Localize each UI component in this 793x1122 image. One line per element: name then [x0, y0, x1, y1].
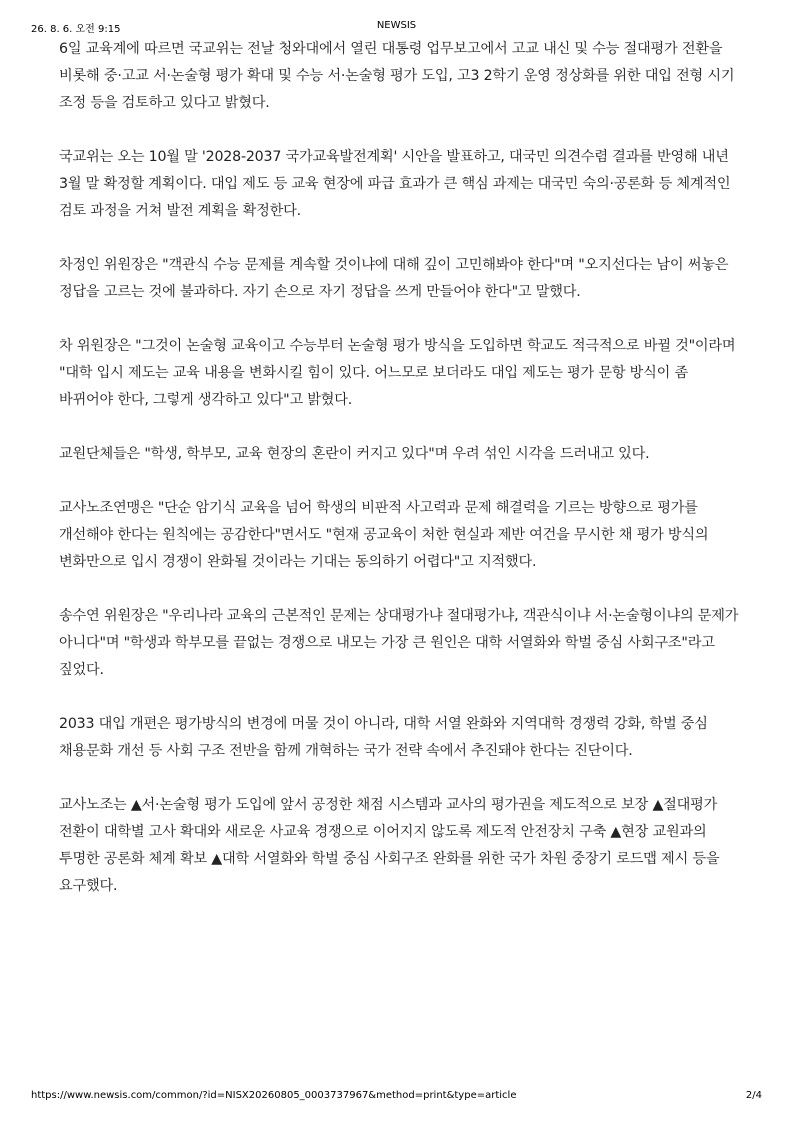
- page-number: 2/4: [745, 1090, 762, 1101]
- article-paragraph: 2033 대입 개편은 평가방식의 변경에 머물 것이 아니라, 대학 서열 완화와 지역대학 경쟁력 강화, 학벌 중심 채용문화 개선 등 사회 구조 전반을 함께 개혁하는 국가 전략 속에서 추진돼야 한다는 진단이다.: [59, 716, 708, 759]
- article-paragraph: 교원단체들은 "학생, 학부모, 교육 현장의 혼란이 커지고 있다"며 우려 섞인 시각을 드러내고 있다.: [59, 446, 650, 462]
- article-paragraph: 차정인 위원장은 "객관식 수능 문제를 계속할 것이냐에 대해 깊이 고민해봐야 한다"며 "오지선다는 남이 써놓은 정답을 고르는 것에 불과하다. 자기 손으로 자기 정답을 쓰게 만들어야 한다"고 말했다.: [59, 257, 729, 300]
- article-body: [59, 36, 739, 927]
- article-paragraph: 국교위는 오는 10월 말 '2028-2037 국가교육발전계획' 시안을 발표하고, 대국민 의견수렴 결과를 반영해 내년 3월 말 확정할 계획이다. 대입 제도 등 교육 현장에 파급 효과가 큰 핵심 과제는 대국민 숙의·공론화 등 체계적인 검토 과정을 거쳐 발전 계획을 확정한다.: [59, 149, 731, 219]
- article-paragraph: 교사노조연맹은 "단순 암기식 교육을 넘어 학생의 비판적 사고력과 문제 해결력을 기르는 방향으로 평가를 개선해야 한다는 원칙에는 공감한다"면서도 "현재 공교육이 처한 현실과 제반 여건을 무시한 채 평가 방식의 변화만으로 입시 경쟁이 완화될 것이라는 기대는 동의하기 어렵다"고 지적했다.: [59, 500, 709, 570]
- article-paragraph: 6일 교육계에 따르면 국교위는 전날 청와대에서 열린 대통령 업무보고에서 고교 내신 및 수능 절대평가 전환을 비롯해 중·고교 서·논술형 평가 확대 및 수능 서·논술형 평가 도입, 고3 2학기 운영 정상화를 위한 대입 전형 시기 조정 등을 검토하고 있다고 밝혔다.: [59, 41, 735, 111]
- article-paragraph: 교사노조는 ▲서·논술형 평가 도입에 앞서 공정한 채점 시스템과 교사의 평가권을 제도적으로 보장 ▲절대평가 전환이 대학별 고사 확대와 새로운 사교육 경쟁으로 이어지지 않도록 제도적 안전장치 구축 ▲현장 교원과의 투명한 공론화 체계 확보 ▲대학 서열화와 학벌 중심 사회구조 완화를 위한 국가 차원 중장기 로드맵 제시 등을 요구했다.: [59, 797, 720, 894]
- print-header: [0, 20, 793, 34]
- article-paragraph: 차 위원장은 "그것이 논술형 교육이고 수능부터 논술형 평가 방식을 도입하면 학교도 적극적으로 바뀔 것"이라며 "대학 입시 제도는 교육 내용을 변화시킬 힘이 있다. 어느모로 보더라도 대입 제도는 평가 문항 방식이 좀 바뀌어야 한다, 그렇게 생각하고 있다"고 밝혔다.: [59, 338, 736, 408]
- article-paragraph: 송수연 위원장은 "우리나라 교육의 근본적인 문제는 상대평가냐 절대평가냐, 객관식이냐 서·논술형이냐의 문제가 아니다"며 "학생과 학부모를 끝없는 경쟁으로 내모는 가장 큰 원인은 대학 서열화와 학벌 중심 사회구조"라고 짚었다.: [59, 608, 739, 678]
- site-name: NEWSIS: [376, 20, 417, 31]
- page-url: https://www.newsis.com/common/?id=NISX20260805_0003737967&method=print&type=article: [31, 1090, 517, 1101]
- print-date: 26. 8. 6. 오전 9:15: [31, 24, 121, 35]
